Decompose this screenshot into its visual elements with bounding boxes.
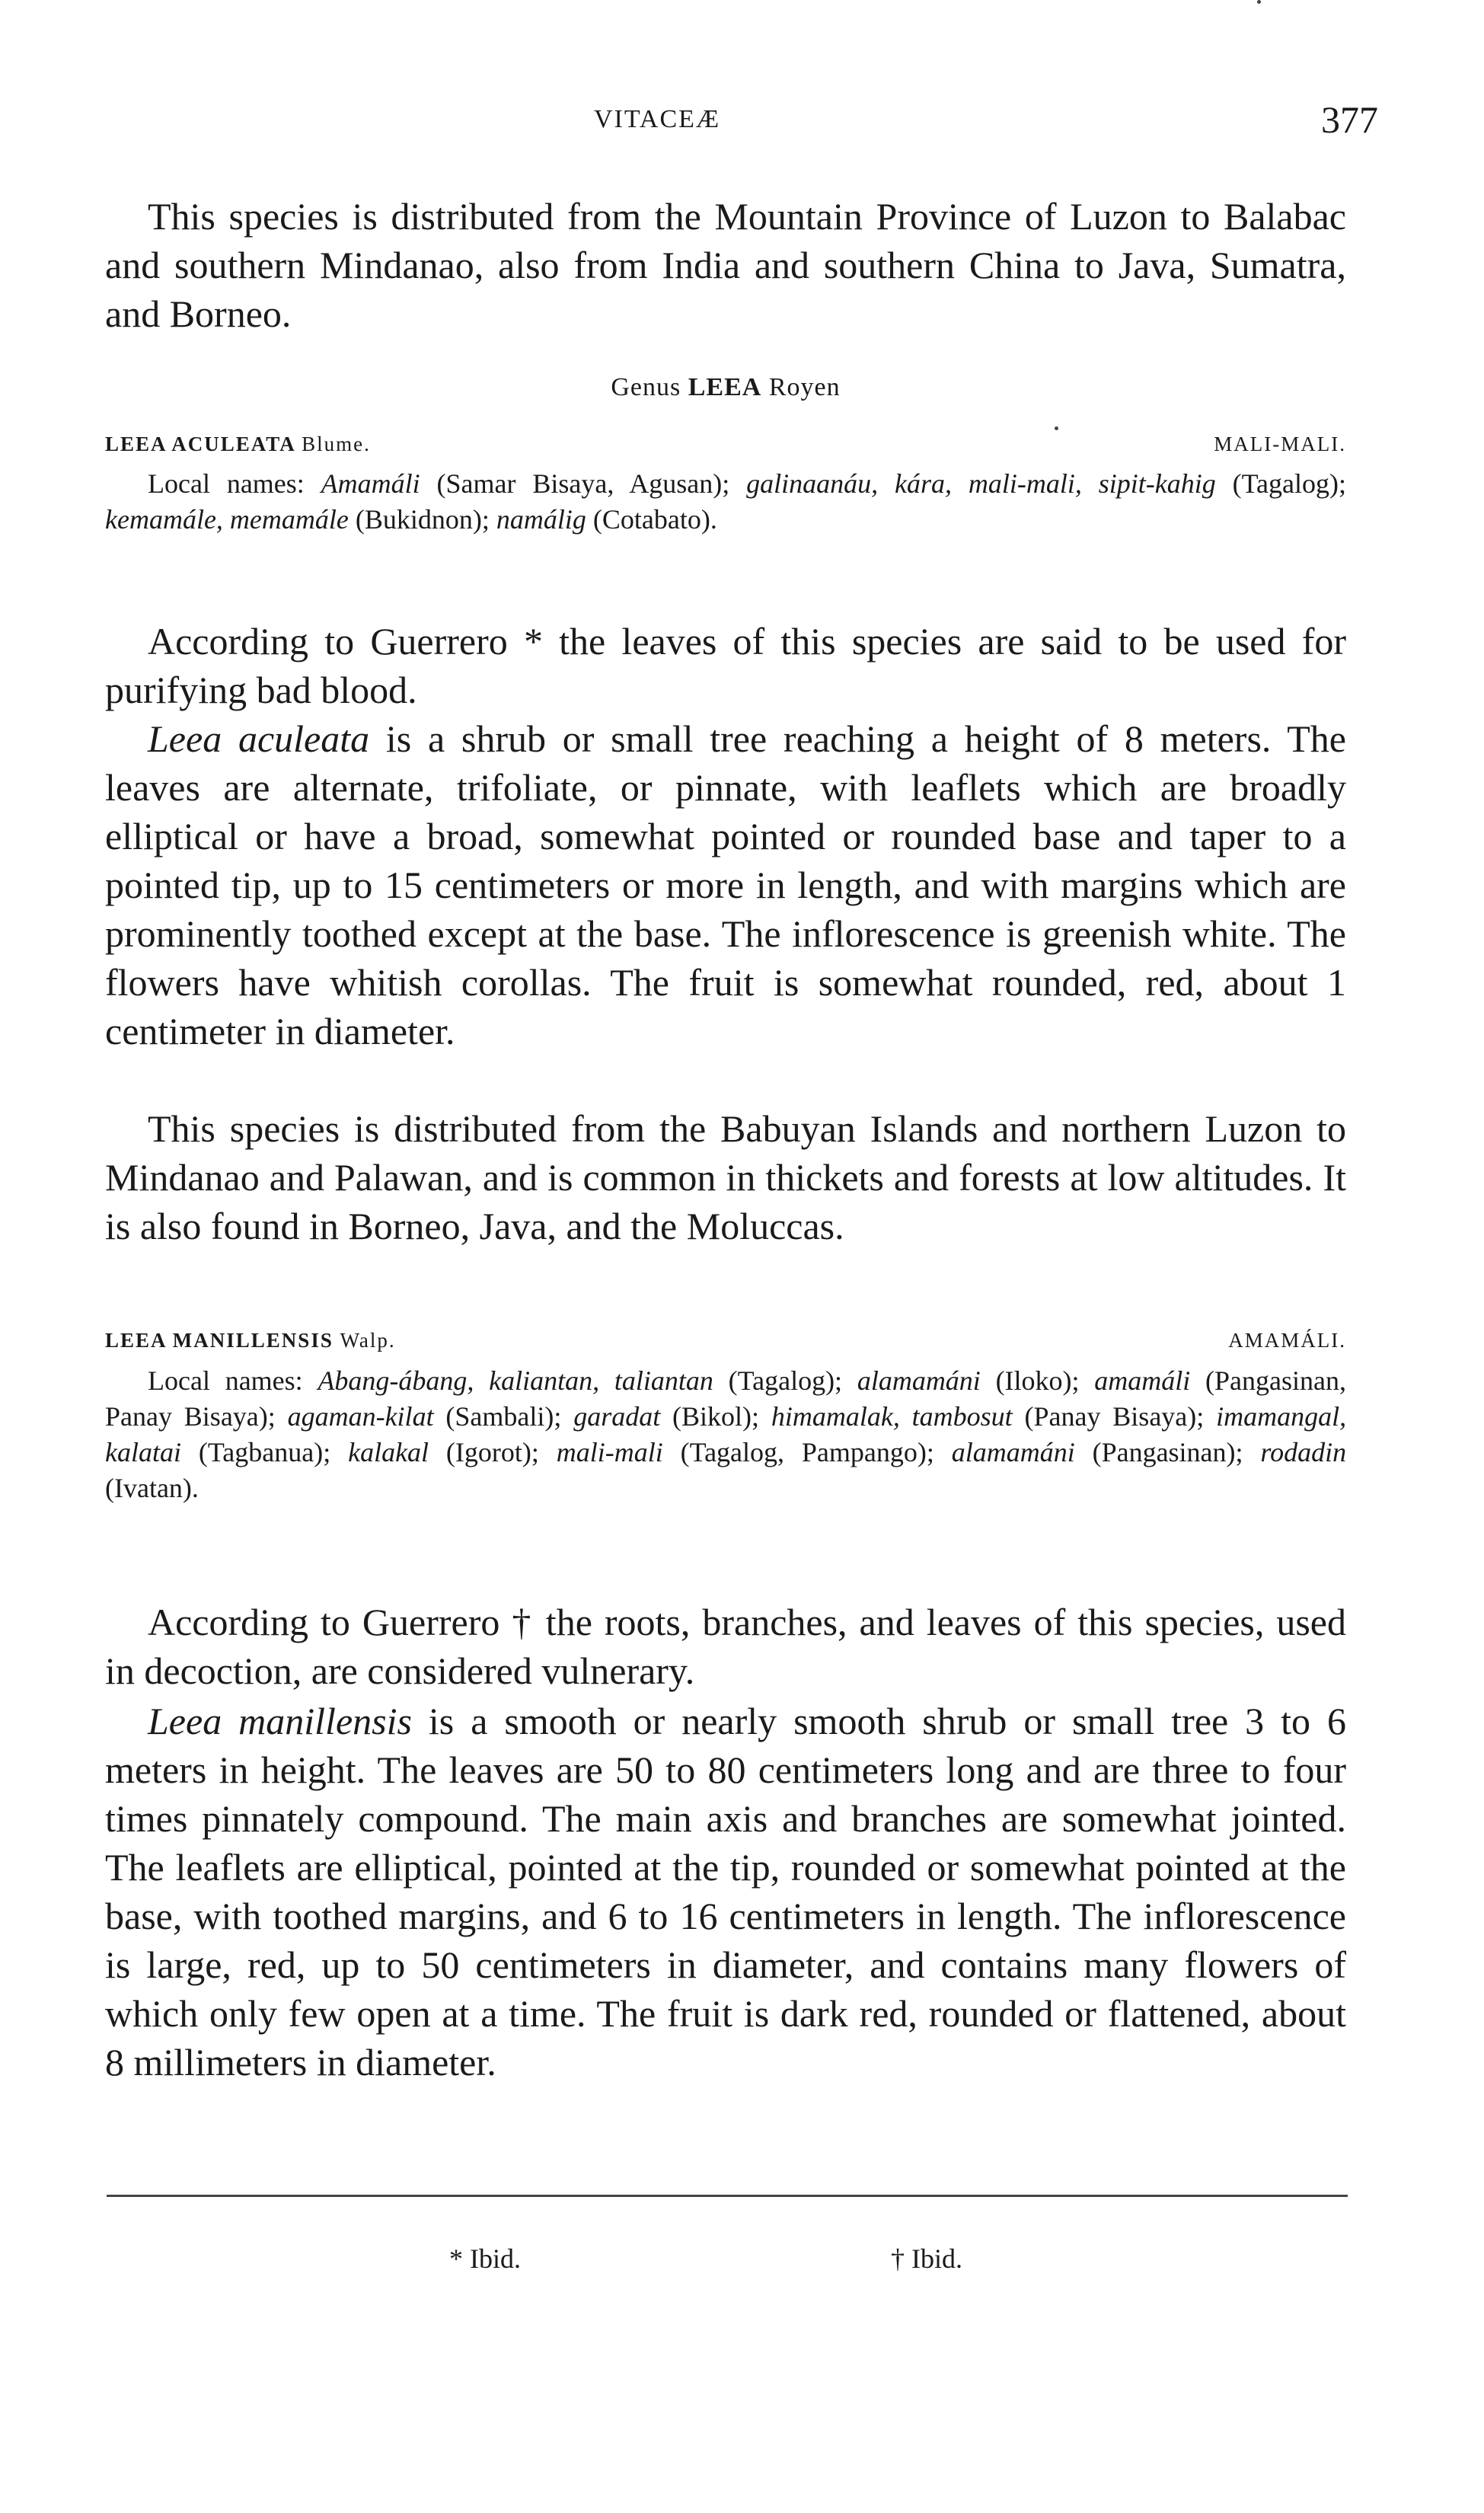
page-number: 377 — [1321, 98, 1378, 141]
use-paragraph: According to Guerrero * the leaves of this species are said to be used for purifying bad blood. — [105, 620, 1346, 711]
description-paragraph: Leea manillensis is a smooth or nearly smooth shrub or small tree 3 to 6 meters in height. The leaves are 50 to 80 centimeters long and are three to four times pinnately compound. The main axis and branches are somewhat jointed. The leaflets are elliptical, pointed at the tip, rounded or somewhat pointed at the base, with toothed margins, and 6 to 16 centimeters in length. The inflorescence is large, red, up to 50 centimeters in diameter, and contains many flowers of which only few open at a time. The fruit is dark red, rounded or flattened, about 8 millimeters in diameter. — [105, 1700, 1346, 2084]
distribution-paragraph: This species is distributed from the Babuyan Islands and northern Luzon to Mindanao and Palawan, and is common in thickets and forests at low altitudes. It is also found in Borneo, Java, and the Moluccas. — [105, 1107, 1346, 1247]
speck-mark — [1055, 426, 1058, 430]
use-paragraph: According to Guerrero † the roots, branches, and leaves of this species, used in decoction, are considered vulnerary. — [105, 1601, 1346, 1692]
species-heading — [105, 433, 1346, 456]
running-header-title: VITACEÆ — [594, 105, 721, 133]
description-paragraph: Leea aculeata is a shrub or small tree reaching a height of 8 meters. The leaves are alternate, trifoliate, or pinnate, with leaflets which are broadly elliptical or have a broad, somewhat pointed or rounded base and taper to a pointed tip, up to 15 centimeters or more in length, and with margins which are prominently toothed except at the base. The inflorescence is greenish white. The flowers have whitish corollas. The fruit is somewhat rounded, red, about 1 centimeter in diameter. — [105, 717, 1346, 1052]
species-name: LEEA ACULEATA — [105, 433, 295, 455]
intro-paragraph: This species is distributed from the Mountain Province of Luzon to Balabac and southern Mindanao, also from India and southern China to Java, Sumatra, and Borneo. — [105, 195, 1346, 335]
footnote-2: † Ibid. — [891, 2243, 962, 2274]
footnote-divider — [107, 2195, 1348, 2197]
genus-name: LEEA — [688, 373, 762, 401]
species-heading — [105, 1329, 1346, 1352]
species-author: Blume. — [302, 433, 371, 455]
species-name: LEEA MANILLENSIS — [105, 1329, 334, 1352]
genus-author: Royen — [768, 373, 841, 401]
genus-prefix: Genus — [611, 373, 681, 401]
local-names: Local names: Abang-ábang, kaliantan, taliantan (Tagalog); alamamáni (Iloko); amamáli (Pangasinan, Panay Bisaya); agaman-kilat (Sambali); garadat (Bikol); himamalak, tambosut (Panay Bisaya); imamangal, kalatai (Tagbanua); kalakal (Igorot); mali-mali (Tagalog, Pampango); alamamáni (Pangasinan); rodadin (Ivatan). — [105, 1365, 1347, 1503]
species-italic-name: Leea manillensis — [148, 1700, 412, 1742]
species-author: Walp. — [340, 1329, 396, 1352]
speck-mark — [1257, 0, 1261, 4]
genus-heading — [105, 373, 1346, 402]
species-common-name: MALI-MALI. — [1214, 433, 1346, 455]
local-names: Local names: Amamáli (Samar Bisaya, Agusan); galinaanáu, kára, mali-mali, sipit-kahig (Tagalog); kemamále, memamále (Bukidnon); namálig (Cotabato). — [105, 468, 1346, 535]
footnote-1: * Ibid. — [449, 2243, 521, 2274]
species-common-name: AMAMÁLI. — [1228, 1329, 1346, 1352]
species-italic-name: Leea aculeata — [148, 717, 370, 760]
